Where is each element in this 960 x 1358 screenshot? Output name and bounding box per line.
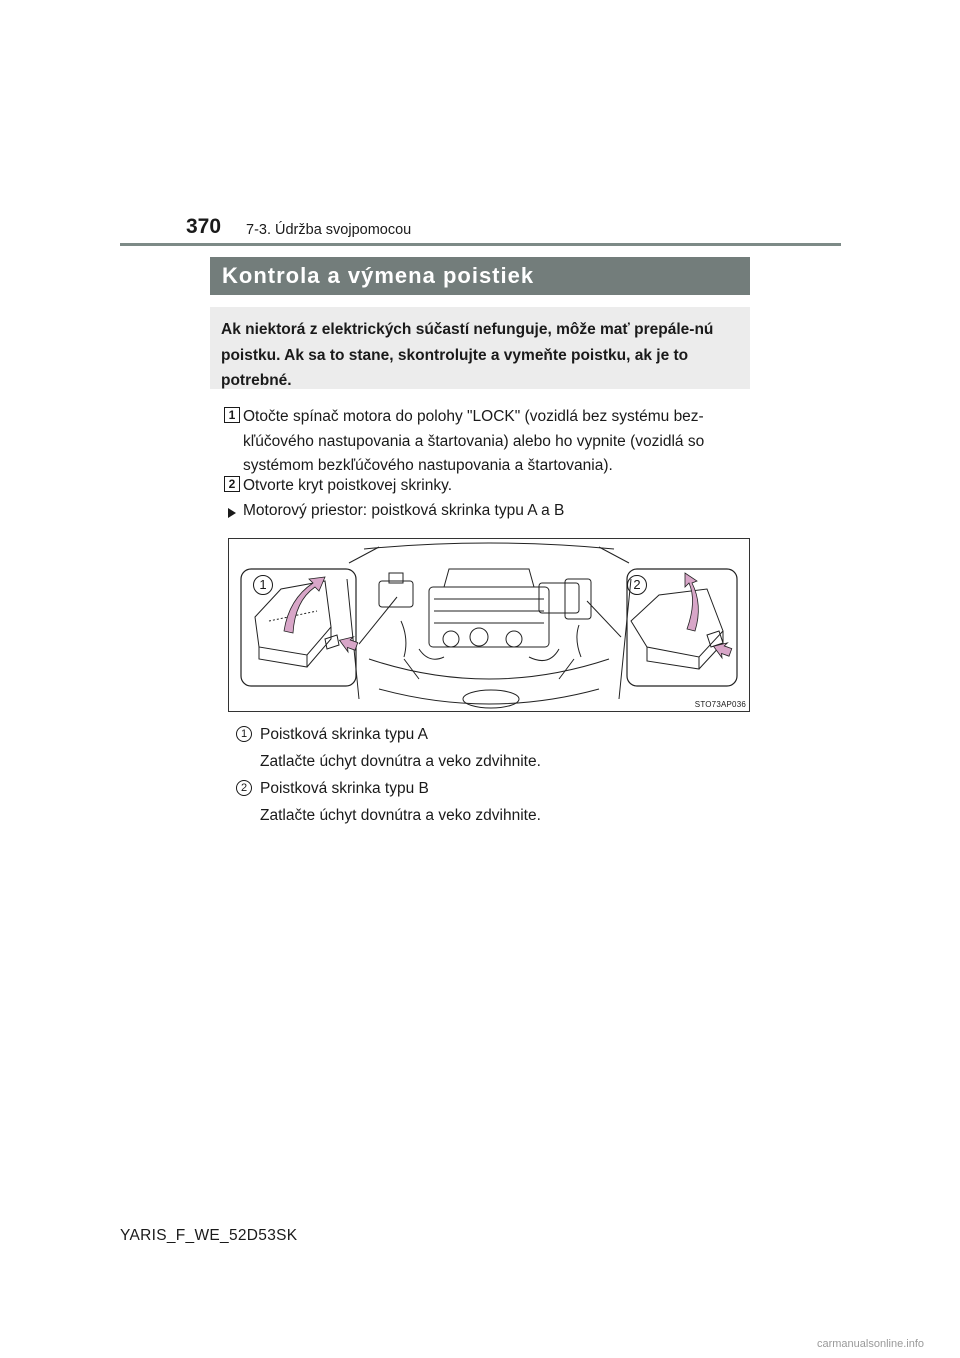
page-number: 370 xyxy=(186,215,222,238)
bullet-triangle-icon xyxy=(227,506,237,524)
legend-2-number: 2 xyxy=(236,780,252,796)
step-1-badge: 1 xyxy=(224,407,240,423)
document-code: YARIS_F_WE_52D53SK xyxy=(120,1227,298,1244)
intro-box xyxy=(210,307,750,389)
step-2-badge: 2 xyxy=(224,476,240,492)
legend-2-title: Poistková skrinka typu B xyxy=(260,780,429,797)
intro-text: Ak niektorá z elektrických súčastí nefunguje, môže mať prepále-nú poistku. Ak sa to stane, skontrolujte a vymeňte poistku, ak je to potrebné. xyxy=(221,321,714,389)
figure-id: STO73AP036 xyxy=(694,700,746,709)
engine-bay-drawing xyxy=(229,539,749,711)
legend-2-desc: Zatlačte úchyt dovnútra a veko zdvihnite. xyxy=(260,807,541,824)
watermark: carmanualsonline.info xyxy=(816,1338,924,1350)
step-1-text xyxy=(243,405,704,479)
step-1-line-2: kľúčového nastupovania a štartovania) alebo ho vypnite (vozidlá so xyxy=(243,432,705,450)
step-2-text: Otvorte kryt poistkovej skrinky. xyxy=(243,477,453,494)
legend-1-number: 1 xyxy=(236,726,252,742)
section-title: 7-3. Údržba svojpomocou xyxy=(246,222,412,238)
legend-1-title: Poistková skrinka typu A xyxy=(260,726,428,743)
header-rule xyxy=(120,243,841,246)
step-1-line-3: systémom bezkľúčového nastupovania a štartovania). xyxy=(243,457,613,474)
figure-callout-1: 1 xyxy=(253,575,273,595)
bullet-text: Motorový priestor: poistková skrinka typu A a B xyxy=(243,502,565,519)
page-title: Kontrola a výmena poistiek xyxy=(210,257,750,295)
engine-fuse-box-illustration xyxy=(228,538,750,712)
figure-callout-2: 2 xyxy=(627,575,647,595)
legend-1-desc: Zatlačte úchyt dovnútra a veko zdvihnite. xyxy=(260,753,541,770)
step-1-line-1: Otočte spínač motora do polohy "LOCK" (vozidlá bez systému bez- xyxy=(243,408,704,425)
